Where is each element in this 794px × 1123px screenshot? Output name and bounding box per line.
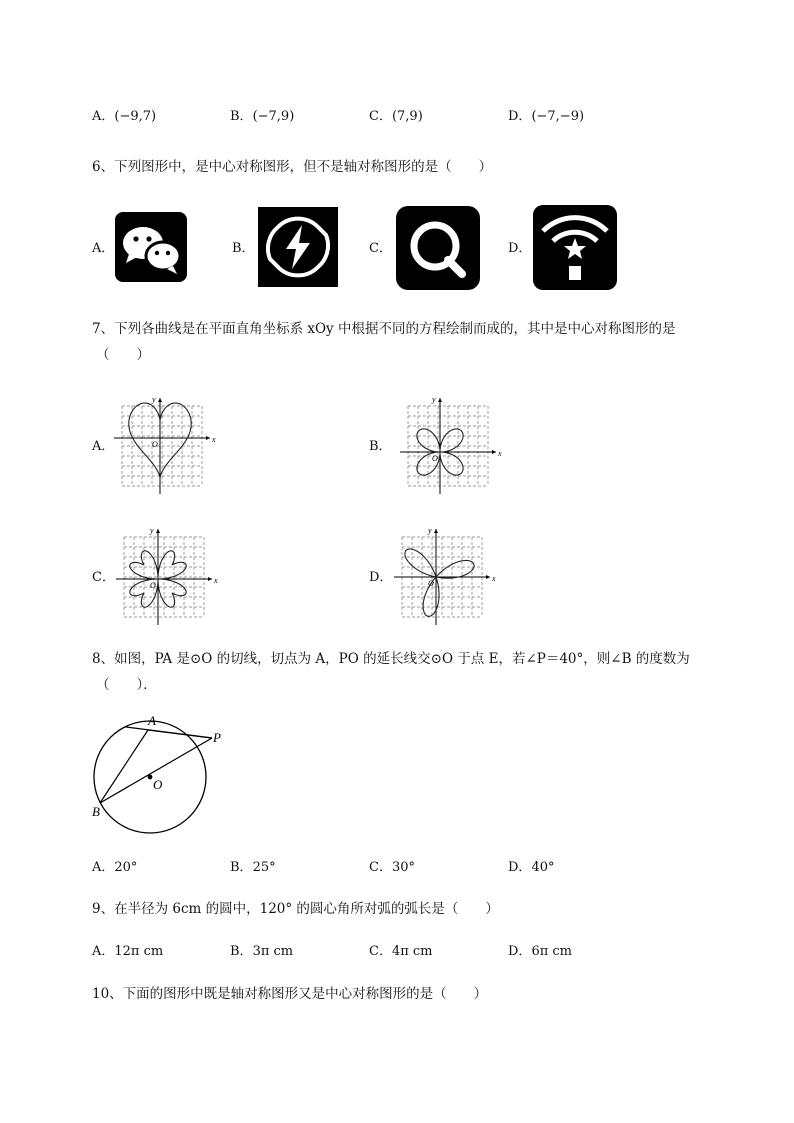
q9-option-d	[508, 943, 572, 961]
q7-label-b: B．	[369, 439, 392, 454]
q6-label-b: B．	[232, 241, 255, 256]
option-value: 6π cm	[531, 944, 572, 959]
q9-option-a	[92, 943, 163, 961]
option-letter: A．	[92, 860, 115, 875]
q8-option-b	[230, 859, 276, 877]
q9-option-c	[369, 943, 433, 961]
option-value: (7,9)	[391, 109, 423, 124]
three-petal-graph	[392, 526, 496, 627]
origin-label: O	[432, 454, 438, 463]
q7-label-c: C．	[92, 570, 115, 585]
option-letter: B．	[230, 944, 253, 959]
x-axis-label: x	[498, 449, 502, 458]
three-petal-curve	[405, 549, 474, 616]
q5-option-c	[369, 108, 423, 126]
q6-label-c: C．	[369, 241, 392, 256]
option-letter: B．	[230, 109, 253, 124]
lightning-icon	[258, 207, 338, 287]
origin-label: O	[428, 579, 434, 588]
four-petal-graph	[398, 395, 502, 496]
point-b-label: B	[92, 804, 100, 819]
q8-option-d	[508, 859, 554, 877]
option-letter: B．	[230, 860, 253, 875]
option-letter: D．	[508, 944, 532, 959]
y-axis-label: y	[432, 395, 436, 404]
option-letter: C．	[369, 860, 392, 875]
y-axis-label: y	[150, 526, 154, 535]
origin-label: O	[150, 581, 156, 590]
q9-option-b	[230, 943, 293, 961]
q7-label-d: D．	[369, 570, 393, 585]
q8-option-a	[92, 859, 137, 877]
q9-question: 9、在半径为 6cm 的圆中，120° 的圆心角所对弧的弧长是（ ）	[92, 901, 499, 917]
heart-flower-graph	[114, 526, 218, 627]
y-axis-label: y	[428, 526, 432, 535]
wifi-star-icon	[533, 205, 617, 290]
q10-question: 10、下面的图形中既是轴对称图形又是中心对称图形的是（ ）	[92, 986, 488, 1002]
point-a-label: A	[148, 713, 156, 728]
search-q-icon	[396, 206, 480, 290]
q6-question: 6、下列图形中，是中心对称图形，但不是轴对称图形的是（ ）	[92, 159, 493, 175]
q7-question-line2: （ ）	[96, 347, 150, 363]
option-value: 30°	[391, 860, 415, 875]
option-letter: A．	[92, 109, 115, 124]
x-axis-label: x	[492, 574, 496, 583]
option-value: 4π cm	[391, 944, 433, 959]
q5-option-b	[230, 108, 294, 126]
option-letter: C．	[369, 944, 392, 959]
point-o-label: O	[153, 777, 163, 792]
option-letter: D．	[508, 109, 532, 124]
tangent-circle-figure	[88, 712, 238, 837]
option-value: 3π cm	[252, 944, 294, 959]
option-letter: C．	[369, 109, 392, 124]
option-value: 20°	[114, 860, 138, 875]
heart-curve-graph	[112, 395, 216, 496]
option-value: (−7,−9)	[531, 109, 585, 124]
option-value: 12π cm	[114, 944, 164, 959]
q5-option-d	[508, 108, 584, 126]
option-value: 25°	[252, 860, 276, 875]
x-axis-label: x	[212, 435, 216, 444]
q6-label-d: D．	[508, 241, 532, 256]
point-p-label: P	[213, 730, 221, 745]
option-letter: A．	[92, 944, 115, 959]
q8-option-c	[369, 859, 415, 877]
q7-label-a: A．	[92, 439, 115, 454]
origin-label: O	[152, 440, 158, 449]
option-letter: D．	[508, 860, 532, 875]
q7-question-line1: 7、下列各曲线是在平面直角坐标系 xOy 中根据不同的方程绘制而成的，其中是中心对称图形的是	[92, 321, 676, 337]
q5-option-a	[92, 108, 156, 126]
wechat-icon	[115, 212, 187, 282]
option-value: (−9,7)	[114, 109, 157, 124]
y-axis-label: y	[152, 395, 156, 404]
q6-label-a: A．	[92, 241, 115, 256]
option-value: 40°	[531, 860, 555, 875]
option-value: (−7,9)	[252, 109, 295, 124]
q8-question-line2: （ ）．	[96, 677, 157, 693]
x-axis-label: x	[214, 576, 218, 585]
q8-question-line1: 8、如图，PA 是⊙O 的切线，切点为 A，PO 的延长线交⊙O 于点 E，若∠P＝40°，则∠B 的度数为	[92, 651, 690, 667]
